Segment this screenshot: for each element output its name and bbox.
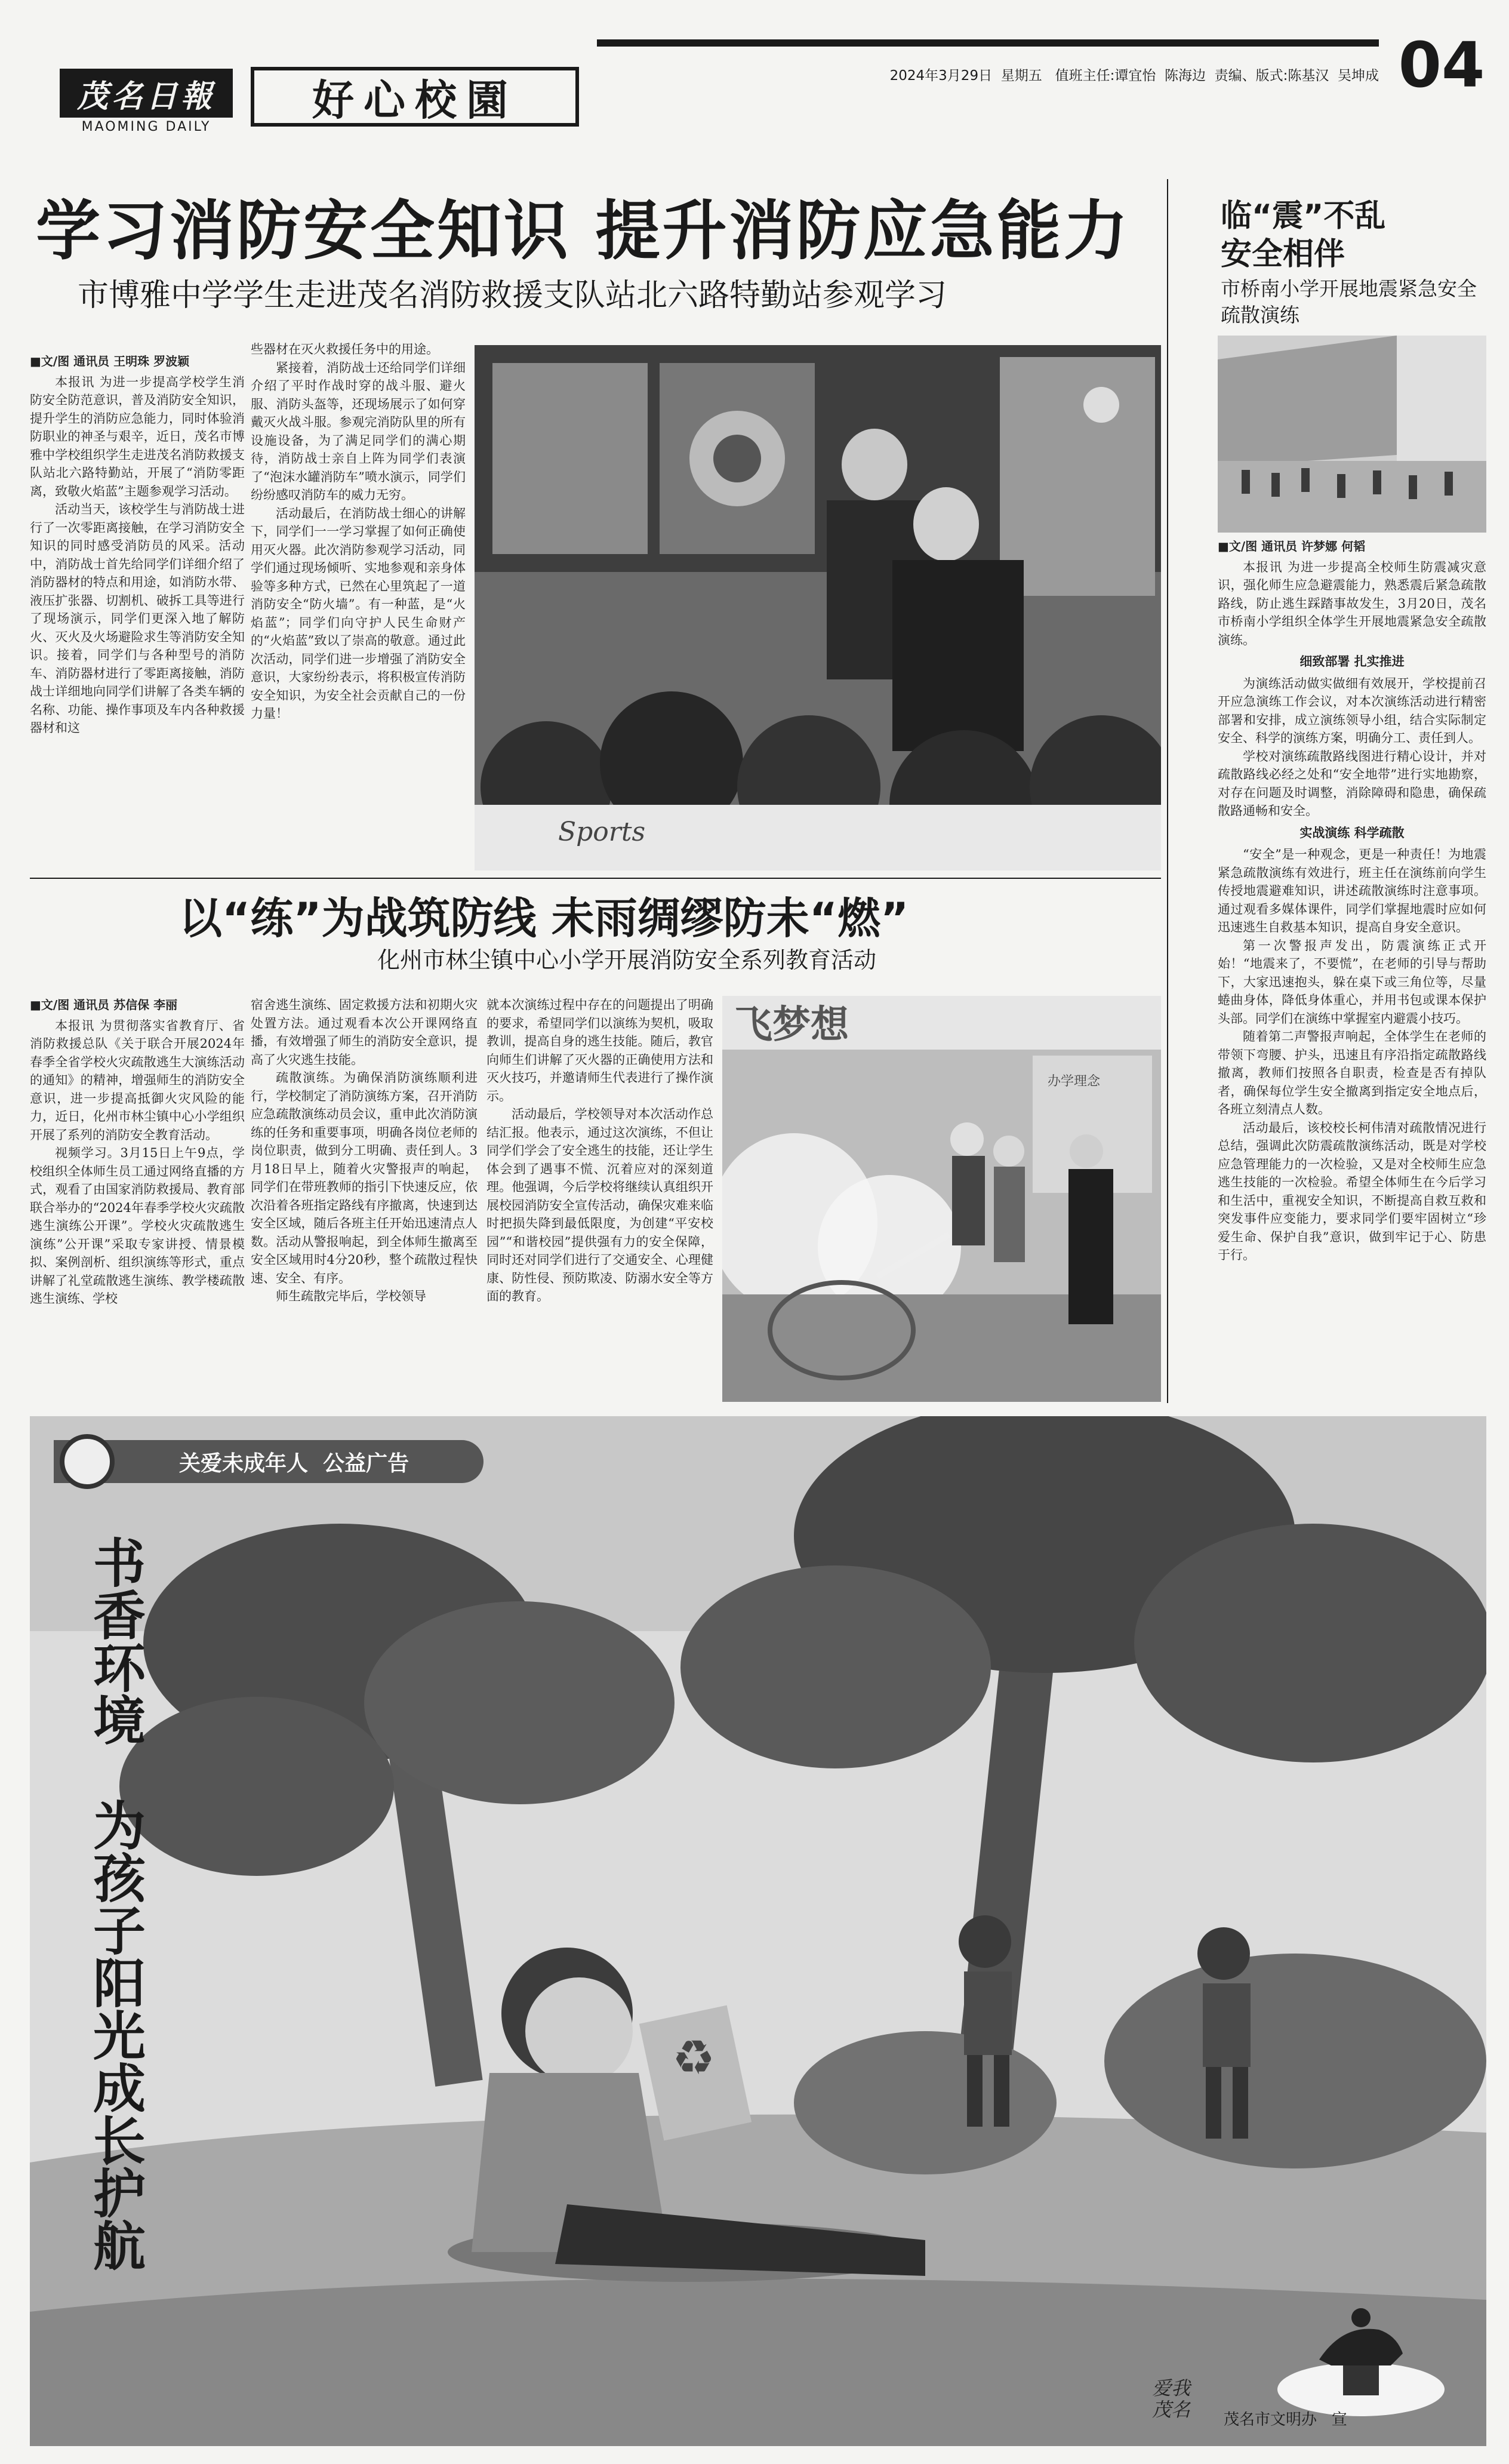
paper-name-en: MAOMING DAILY (81, 119, 211, 134)
article2-col1 (30, 996, 245, 1402)
article2-paragraph: 就本次演练过程中存在的问题提出了明确的要求，希望同学们以演练为契机，吸取教训，提高自身的逃生技能。随后，教官向师生们讲解了灭火器的正确使用方法和灭火技巧，并邀请师生代表进行了操作演示。 (486, 998, 713, 1103)
article1-subheadline: 市博雅中学学生走进茂名消防救援支队站北六路特勤站参观学习 (78, 278, 947, 313)
article3-headline-line2: 安全相伴 (1221, 236, 1345, 272)
masthead (0, 0, 1509, 137)
article2-col2 (251, 996, 478, 1402)
side-board-text: 办学理念 (1048, 1074, 1101, 1089)
article2-headline: 以“练”为战筑防线 未雨绸缪防未“燃” (179, 893, 909, 943)
public-service-ad (30, 1416, 1486, 2446)
date-line: 2024年3月29日 星期五 值班主任:谭宜怡 陈海边 责编、版式:陈基汉 吴坤成 (889, 68, 1379, 84)
article1-headline: 学习消防安全知识 提升消防应急能力 (36, 194, 1131, 269)
article2-paragraph: 师生疏散完毕后，学校领导 (276, 1289, 426, 1303)
article2-paragraph: 宿舍逃生演练、固定救援方法和初期火灾处置方法。通过观看本次公开课网络直播，有效增强了师生的消防安全意识，提高了火灾逃生技能。 (251, 998, 478, 1067)
article1-col1 (30, 352, 245, 866)
article2-paragraph: 疏散演练。为确保消防演练顺利进行，学校制定了消防演练方案，召开消防应急疏散演练动员会议，重申此次消防演练的任务和重要事项，明确各岗位老师的岗位职责，做到分工明确、责任到人。3月18日早上，随着火灾警报声的响起，同学们在带班教师的指引下快速反应，依次沿着各班指定路线有序撤离，快速到达安全区域，随后各班主任开始迅速清点人数。活动从警报响起，到全体师生撤离至安全区域用时4分20秒，整个疏散过程快速、安全、有序。 (251, 1070, 478, 1285)
article3-paragraph: “安全”是一种观念，更是一种责任！为地震紧急疏散演练有效进行，班主任在演练前向学生传授地震避难知识，讲述疏散演练时注意事项。通过观看多媒体课件，同学们掌握地震时应如何迅速逃生自救基本知识，提高自身安全意识。 (1218, 847, 1486, 934)
extinguisher-drill-photo (722, 996, 1161, 1402)
article3-section-title: 实战演练 科学疏散 (1299, 825, 1405, 840)
article3-headline-line1: 临“震”不乱 (1221, 198, 1386, 234)
column-divider (1167, 179, 1168, 1403)
ad-footer-brand-line1: 爱我 (1152, 2377, 1191, 2400)
earthquake-drill-illustration (1218, 336, 1486, 533)
article2-subheadline: 化州市林尘镇中心小学开展消防安全系列教育活动 (377, 947, 876, 973)
article1-paragraph: 活动最后，在消防战士细心的讲解下，同学们一一学习掌握了如何正确使用灭火器。此次消防参观学习活动，同学们通过现场倾听、实地参观和亲身体验等多种方式，已然在心里筑起了一道消防安全“防火墙”。有一种蓝，是“火焰蓝”；同学们向守护人民生命财产的“火焰蓝”致以了崇高的敬意。通过此次活动，同学们进一步增强了消防安全意识，大家纷纷表示，将积极宣传消防安全知识，为安全社会贡献自己的一份力量！ (251, 506, 466, 721)
shirt-text: Sports (558, 817, 646, 847)
article3-section-title: 细致部署 扎实推进 (1299, 654, 1405, 669)
article3-byline: ■文/图 通讯员 许梦娜 何韬 (1218, 539, 1366, 553)
article2-paragraph: 视频学习。3月15日上午9点，学校组织全体师生员工通过网络直播的方式，观看了由国家消防救援局、教育部联合举办的“2024年春季学校火灾疏散逃生演练公开课”。学校火灾疏散逃生演练”公开课”采取专家讲授、情景模拟、案例剖析、组织演练等形式，重点讲解了礼堂疏散逃生演练、教学楼疏散逃生演练、学校 (30, 1146, 245, 1306)
recycle-icon: ♻ (672, 2030, 715, 2085)
article1-col2 (251, 340, 466, 872)
ad-footer-brand (1152, 2377, 1224, 2420)
firefighter-demo-illustration (475, 345, 1161, 870)
article3-paragraph: 随着第二声警报声响起，全体学生在老师的带领下弯腰、护头，迅速且有序沿指定疏散路线撤离，教师们按照各自职责，检查是否有掉队者，确保每位学生安全撤离到指定安全地点后，各班立刻清点人数。 (1218, 1029, 1486, 1116)
article1-byline: ■文/图 通讯员 王明珠 罗波颖 (30, 354, 190, 368)
article2-col3 (486, 996, 713, 1402)
article1-paragraph: 紧接着，消防战士还给同学们详细介绍了平时作战时穿的战斗服、避火服、消防头盔等，还现场展示了如何穿戴灭火战斗服。参观完消防队里的所有设施设备，为了满足同学们的满心期待，消防战士亲自上阵为同学们表演了“泡沫水罐消防车”喷水演示，同学们纷纷感叹消防车的威力无穷。 (251, 360, 466, 502)
earthquake-drill-photo (1218, 336, 1486, 533)
ad-footer-credit: 茂名市文明办 宣 (1224, 2411, 1347, 2429)
ad-banner-label: 关爱未成年人 公益广告 (54, 1440, 484, 1483)
masthead-top-rule (597, 39, 1379, 47)
ad-slogan-col1: 书香环境 (85, 1536, 146, 1746)
article1-paragraph: 本报讯 为进一步提高学校学生消防安全防范意识，普及消防安全知识，提升学生的消防应急能力，同时体验消防职业的神圣与艰辛，近日，茂名市博雅中学校组织学生走进茂名消防救援支队站北六路特勤站，开展了“消防零距离，致敬火焰蓝”主题参观学习活动。 (30, 374, 245, 499)
article3-paragraph: 第一次警报声发出，防震演练正式开始！“地震来了，不要慌”，在老师的引导与帮助下，大家迅速抱头，躲在桌下或三角位等，尽量蜷曲身体，降低身体重心，并用书包或课本保护头部。同学们在演练中掌握室内避震小技巧。 (1218, 938, 1486, 1026)
article3-paragraph: 活动最后，该校校长柯伟清对疏散情况进行总结，强调此次防震疏散演练活动，既是对学校应急管理能力的一次检验，又是对全校师生应急逃生技能的一次检验。希望全体师生在今后学习和生活中，重视安全知识，不断提高自救互救和突发事件应变能力，要求同学们要牢固树立“珍爱生命、保护自我”意识，做到牢记于心、防患于行。 (1218, 1120, 1486, 1262)
extinguisher-drill-illustration (722, 996, 1161, 1402)
firefighter-demo-photo (475, 345, 1161, 870)
article3-paragraph: 学校对演练疏散路线图进行精心设计，并对疏散路线必经之处和“安全地带”进行实地勘察，对存在问题及时调整，消除障碍和隐患，确保疏散路通畅和安全。 (1218, 749, 1486, 818)
article2-paragraph: 本报讯 为贯彻落实省教育厅、省消防救援总队《关于联合开展2024年春季全省学校火灾疏散逃生大演练活动的通知》的精神，增强师生的消防安全意识，进一步提高抵御火灾风险的能力，近日，化州市林尘镇中心小学组织开展了系列的消防安全教育活动。 (30, 1018, 245, 1142)
article1-paragraph: 活动当天，该校学生与消防战士进行了一次零距离接触，在学习消防安全知识的同时感受消防员的风采。活动中，消防战士首先给同学们详细介绍了消防器材的特点和用途，如消防水带、液压扩张器、切割机、破拆工具等进行了现场演示，同学们更深入地了解防火、灭火及火场避险求生等消防安全知识。接着，同学们与各种型号的消防车、消防器材进行了零距离接触，消防战士详细地向同学们讲解了各类车辆的名称、功能、操作事项及车内各种救援器材和这 (30, 502, 245, 735)
ad-background-illustration (30, 1416, 1486, 2446)
page-number: 04 (1398, 29, 1485, 101)
article3-paragraph: 本报讯 为进一步提高全校师生防震减灾意识，强化师生应急避震能力，熟悉震后紧急疏散路线，防止逃生踩踏事故发生，3月20日，茂名市桥南小学组织全体学生开展地震紧急安全疏散演练。 (1218, 559, 1486, 647)
paper-logo: 茂名日報 (60, 69, 233, 118)
article2-paragraph: 活动最后，学校领导对本次活动作总结汇报。他表示，通过这次演练，不但让同学们学会了安全逃生的技能，还让学生体会到了遇事不慌、沉着应对的深刻道理。他强调，今后学校将继续认真组织开展校园消防安全宣传活动，确保灾难来临时把损失降到最低限度，为创建“平安校园”“和谐校园”提供强有力的安全保障，同时还对同学们进行了交通安全、心理健康、防性侵、预防欺凌、防溺水安全等方面的教育。 (486, 1107, 713, 1303)
article3-paragraph: 为演练活动做实做细有效展开，学校提前召开应急演练工作会议，对本次演练活动进行精密部署和安排，成立演练领导小组，结合实际制定安全、科学的演练方案，明确分工、责任到人。 (1218, 676, 1486, 745)
ad-slogan-col2: 为孩子阳光成长护航 (85, 1798, 146, 2271)
article1-paragraph: 些器材在灭火救援任务中的用途。 (251, 342, 439, 356)
horse-statue-icon (1271, 2300, 1451, 2419)
horse-statue-logo (1271, 2300, 1451, 2419)
ad-footer-brand-line2: 茂名 (1152, 2398, 1191, 2421)
article3-body (1218, 537, 1486, 1403)
article2-byline: ■文/图 通讯员 苏信保 李丽 (30, 998, 178, 1012)
article1-bottom-rule (30, 878, 1161, 879)
ad-badge-icon (60, 1434, 115, 1489)
banner-text: 飞梦想 (734, 1003, 849, 1047)
section-name: 好心校園 (251, 67, 579, 127)
article3-subheadline: 市桥南小学开展地震紧急安全疏散演练 (1221, 277, 1477, 327)
article3-headline (1221, 197, 1471, 273)
